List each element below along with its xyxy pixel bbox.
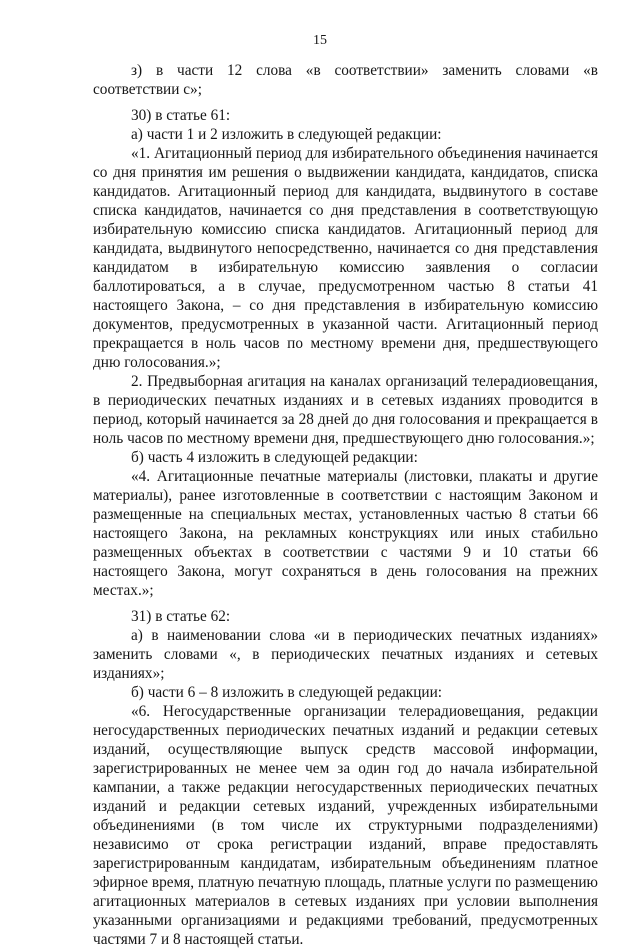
paragraph-quote-part1: «1. Агитационный период для избирательного объединения начинается со дня принятия им решения о выдвижении кандидата, кандидатов, списка кандидатов. Агитационный период для кандидата, выдвинутого в составе списка кандидатов, начинается со дня представления в соответствующую избирательную комиссию списка кандидатов. Агитационный период для кандидата, выдвинутого непосредственно, начинается со дня представления кандидатом в избирательную комиссию заявления о согласии баллотироваться, а в случае, предусмотренном частью 8 статьи 41 настоящего Закона, – со дня представления в избирательную комиссию документов, предусмотренных в указанной части. Агитационный период прекращается в ноль часов по местному времени дня, предшествующего дню голосования.»; bbox=[93, 145, 598, 371]
paragraph-item31-article62: 31) в статье 62: bbox=[131, 608, 231, 625]
paragraph-item30-article61: 30) в статье 61: bbox=[131, 107, 231, 124]
paragraph-z-part12: з) в части 12 слова «в соответствии» заменить словами «в соответствии с»; bbox=[93, 62, 598, 98]
document-body bbox=[93, 61, 598, 949]
paragraph-b-part4: б) часть 4 изложить в следующей редакции: bbox=[131, 449, 418, 466]
paragraph-a-title: а) в наименовании слова «и в периодических печатных изданиях» заменить словами «, в периодических печатных изданиях и сетевых изданиях»; bbox=[93, 627, 598, 682]
paragraph-quote-part6: «6. Негосударственные организации телерадиовещания, редакции негосударственных периодических печатных изданий и редакции сетевых изданий, осуществляющие выпуск средств массовой информации, зарегистрированных не менее чем за один год до начала избирательной кампании, а также редакции негосударственных периодических печатных изданий и редакции сетевых изданий, учрежденных избирательными объединениями (в том числе их структурными подразделениями) независимо от срока регистрации изданий, вправе предоставлять зарегистрированным кандидатам, избирательным объединениям платное эфирное время, платную печатную площадь, платные услуги по размещению агитационных материалов в сетевых изданиях при условии выполнения указанными организациями и редакциями требований, предусмотренных частями 7 и 8 настоящей статьи. bbox=[93, 703, 598, 948]
page-number: 15 bbox=[313, 33, 327, 48]
paragraph-a-parts-1-2: а) части 1 и 2 изложить в следующей редакции: bbox=[131, 126, 442, 143]
paragraph-quote-part4: «4. Агитационные печатные материалы (листовки, плакаты и другие материалы), ранее изготовленные в соответствии с настоящим Законом и размещенные на специальных местах, установленных частью 8 статьи 66 настоящего Закона, на рекламных конструкциях или иных стабильно размещенных объектах в соответствии с частями 9 и 10 статьи 66 настоящего Закона, могут сохраняться в день голосования на прежних местах.»; bbox=[93, 468, 598, 599]
paragraph-quote-part2: 2. Предвыборная агитация на каналах организаций телерадиовещания, в периодических печатных изданиях и в сетевых изданиях проводится в период, который начинается за 28 дней до дня голосования и прекращается в ноль часов по местному времени дня, предшествующего дню голосования.»; bbox=[93, 373, 598, 447]
paragraph-b-parts-6-8: б) части 6 – 8 изложить в следующей редакции: bbox=[131, 684, 443, 701]
